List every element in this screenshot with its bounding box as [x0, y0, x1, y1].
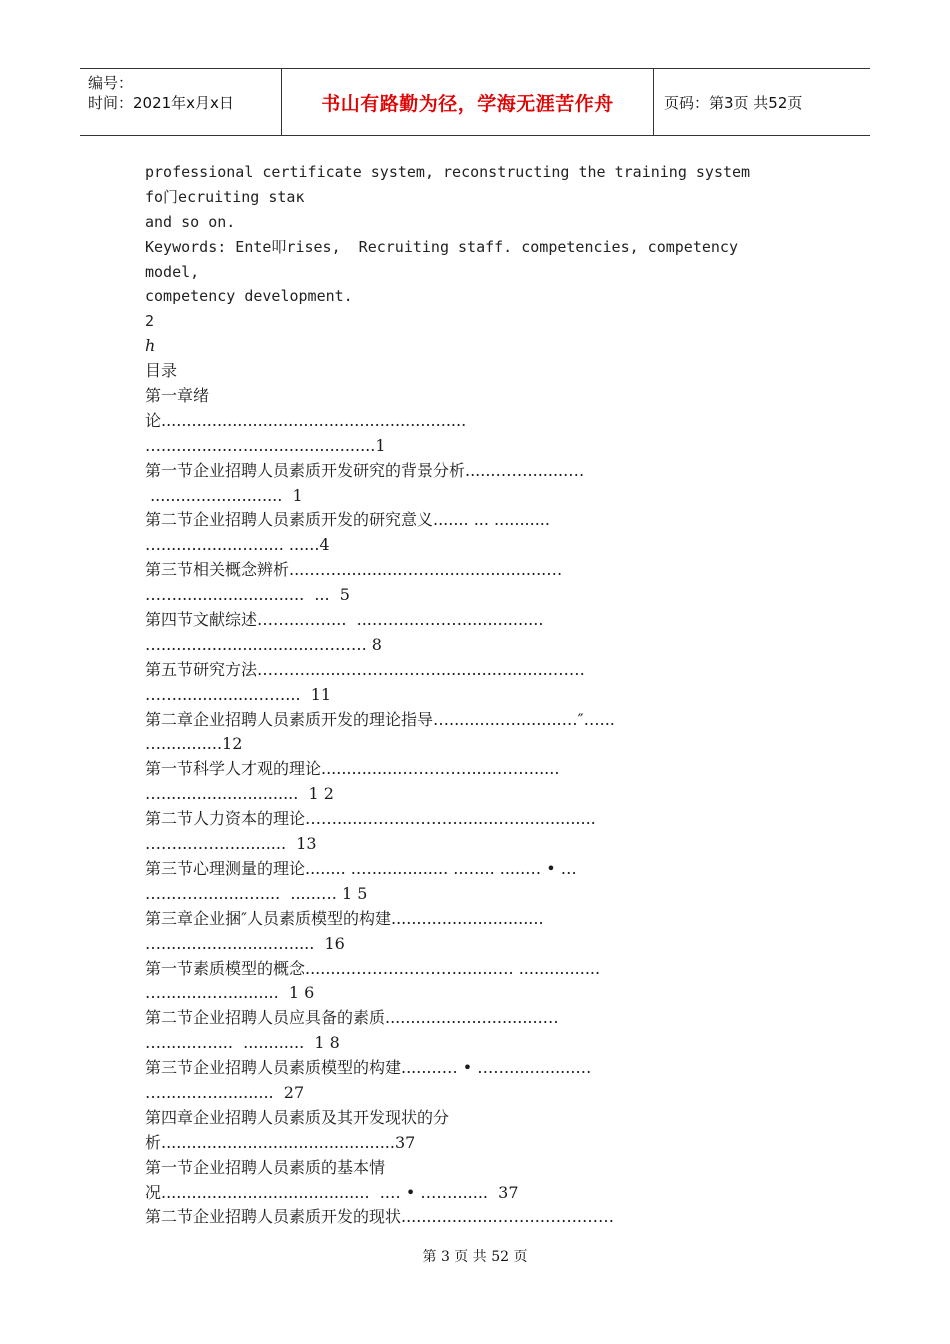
- header-motto: 书山有路勤为径，学海无涯苦作舟: [321, 92, 614, 115]
- toc-section: 第三节企业招聘人员素质模型的构建........… • …….............…: [145, 1058, 592, 1078]
- header-page-info: 页码：第3页 共52页: [664, 93, 803, 112]
- toc-chapter-2: 第二章企业招聘人员素质开发的理论指导…..........….........…″…...: [145, 709, 615, 729]
- toc-line: …................…..... ......4: [145, 535, 330, 555]
- toc-section: 第四节文献综述……..……... ...……..………................: [145, 610, 544, 630]
- document-body: [145, 160, 825, 1230]
- toc-section: 第二节企业招聘人员应具备的素质...............................…: [145, 1008, 559, 1028]
- toc-section: 第一节企业招聘人员素质开发研究的背景分析......……........…: [145, 460, 585, 480]
- toc-chapter-1: 第一章绪: [145, 386, 210, 406]
- toc-section: 第二节企业招聘人员素质开发的现状...................……..……..……: [145, 1207, 614, 1227]
- toc-section: 第三节相关概念辨析....……............……......................…: [145, 560, 563, 580]
- toc-line: 析..............................................37: [145, 1132, 416, 1152]
- toc-line: .......................... 1: [145, 485, 303, 505]
- toc-section: 第一节科学人才观的理论................…………......……......: [145, 759, 560, 779]
- toc-section: 第一节素质模型的概念.........………..……….......…. ................: [145, 958, 601, 978]
- toc-line: …..……........….... .....…. 1 5: [145, 883, 368, 903]
- toc-line: ….......…............ 27: [145, 1082, 305, 1102]
- toc-section: 第一节企业招聘人员素质的基本情: [145, 1157, 386, 1177]
- keywords-line: competency development.: [145, 287, 353, 306]
- page-footer: [0, 1246, 950, 1266]
- toc-line: ……......................... ... 5: [145, 585, 350, 605]
- toc-line: …......................…..... 16: [145, 933, 345, 953]
- toc-line: …........................... 1 2: [145, 784, 334, 804]
- toc-section: 第二节企业招聘人员素质开发的研究意义....... ... ...........: [145, 510, 550, 530]
- header-motto-cell: [282, 69, 654, 135]
- document-number-label: 编号：: [88, 74, 134, 92]
- header-page-cell: [654, 69, 870, 135]
- toc-line: 况......................................... .… • ……....... 37: [145, 1182, 519, 1202]
- document-date-label: 时间：2021年x月x日: [88, 94, 234, 112]
- toc-line: ….........…........... 1 6: [145, 983, 315, 1003]
- footer-page-number: 第 3 页 共 52 页: [422, 1249, 528, 1265]
- abstract-line: professional certificate system, reconstructing the training system: [145, 163, 751, 181]
- toc-section: 第三节心理测量的理论........ .…............... ..…... .....… • …: [145, 858, 577, 878]
- toc-line: 论............................................................: [145, 410, 467, 430]
- keywords-line: model,: [145, 262, 200, 281]
- toc-heading: 目录: [145, 361, 178, 381]
- stray-glyph: h: [145, 336, 156, 356]
- abstract-line: fo门ecruiting staκ: [145, 187, 305, 206]
- toc-line: ……..……….......... 13: [145, 834, 317, 854]
- abstract-line: and so on.: [145, 212, 236, 231]
- toc-section: 第二节人力资本的理论……......……..………........…................: [145, 809, 596, 829]
- keywords-line: Keywords: Ente叩rises, Recruiting staff. competencies, competency: [145, 237, 738, 256]
- toc-chapter-3: 第三章企业捆″人员素质模型的构建..............................: [145, 908, 544, 928]
- page-header: [80, 68, 870, 136]
- toc-line: ….......….... ............ 1 8: [145, 1033, 340, 1053]
- header-meta-cell: [80, 69, 282, 135]
- toc-line: …............12: [145, 734, 243, 754]
- toc-section: 第五节研究方法………........………..…….......................……: [145, 659, 585, 679]
- toc-line: ……...............……... 11: [145, 684, 332, 704]
- toc-line: …..............................………. 8: [145, 634, 382, 654]
- toc-line: …..............….........................1: [145, 435, 386, 455]
- page-number-text: 2: [145, 312, 155, 331]
- toc-chapter-4: 第四章企业招聘人员素质及其开发现状的分: [145, 1107, 450, 1127]
